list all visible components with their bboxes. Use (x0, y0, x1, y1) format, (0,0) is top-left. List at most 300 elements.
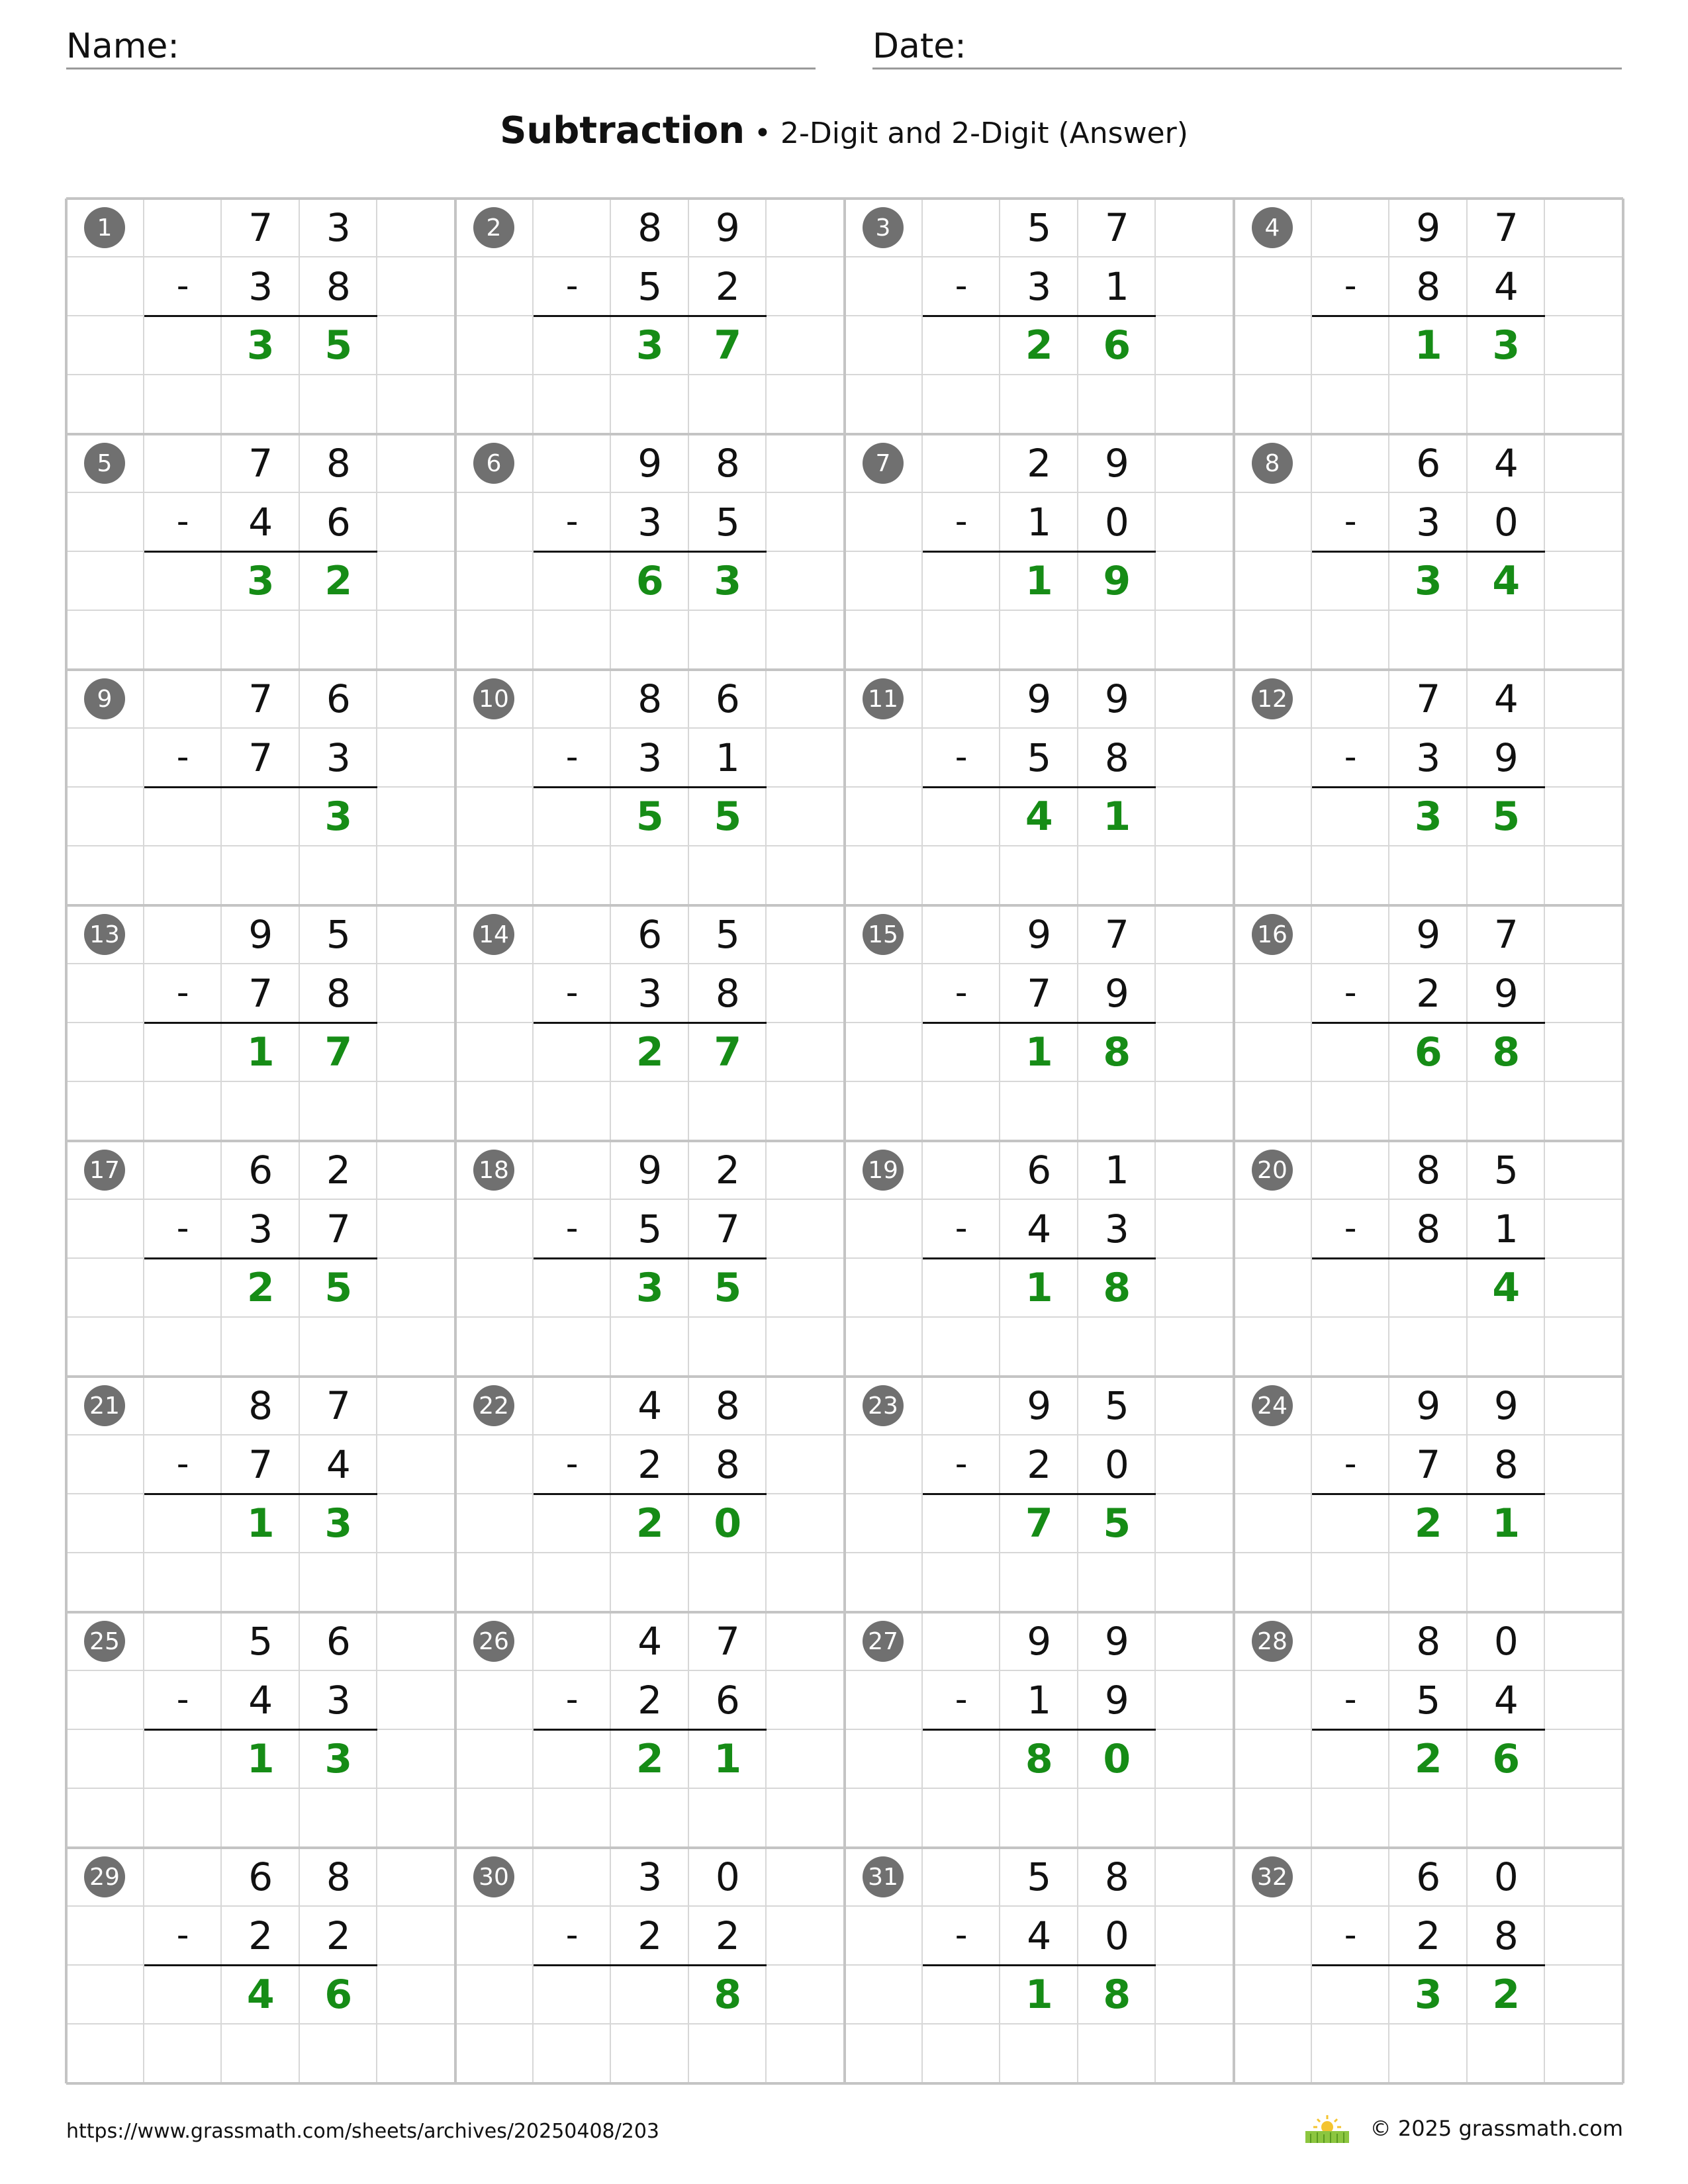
grid-cell (1000, 1082, 1078, 1141)
problem-2 (455, 199, 845, 434)
grid-cell (767, 729, 845, 788)
minuend-digit: 8 (1416, 1619, 1441, 1664)
grid-cell (1312, 670, 1390, 729)
grid-cell (767, 788, 845, 846)
problem-number-badge: 9 (84, 678, 125, 719)
minuend-digit: 7 (1416, 676, 1441, 721)
grid-cell (377, 1082, 455, 1141)
grid-cell (377, 905, 455, 964)
minuend-digit: 6 (248, 1854, 273, 1899)
subtrahend-digit: 8 (715, 1442, 740, 1487)
minuend-digit: 1 (1104, 1148, 1129, 1193)
grid-cell (689, 1789, 767, 1848)
minus-sign: - (955, 1915, 968, 1955)
grid-cell (767, 1907, 845, 1966)
subtrahend-digit: 9 (1104, 1678, 1129, 1723)
grid-cell (923, 1789, 1001, 1848)
grid-cell (1312, 1730, 1390, 1789)
grid-cell (534, 316, 612, 375)
answer-digit: 3 (1492, 322, 1521, 369)
problem-number-badge: 2 (473, 207, 514, 248)
grid-cell (923, 552, 1001, 611)
grid-cell (66, 1082, 144, 1141)
grid-cell (845, 1907, 923, 1966)
grid-cell (1389, 1318, 1468, 1377)
problem-number-badge: 26 (473, 1621, 514, 1662)
subtrahend-digit: 2 (248, 1913, 273, 1958)
minuend-digit: 7 (248, 441, 273, 486)
problem-5 (66, 434, 455, 670)
problem-number-badge: 10 (473, 678, 514, 719)
grid-cell (1156, 729, 1234, 788)
grid-cell (845, 964, 923, 1023)
minuend-digit: 9 (1104, 441, 1129, 486)
answer-digit: 5 (635, 794, 664, 840)
grid-cell (300, 375, 378, 434)
grid-cell (923, 670, 1001, 729)
grid-cell (300, 1789, 378, 1848)
minuend-digit: 7 (248, 205, 273, 250)
grid-cell (534, 1318, 612, 1377)
grid-cell (300, 2025, 378, 2083)
grid-cell (534, 1377, 612, 1435)
grid-cell (689, 846, 767, 905)
problem-10 (455, 670, 845, 905)
grid-cell (767, 2025, 845, 2083)
grid-cell (1234, 611, 1312, 670)
minuend-digit: 7 (1104, 205, 1129, 250)
grid-cell (1156, 1141, 1234, 1200)
minuend-digit: 7 (1104, 912, 1129, 957)
grid-cell (1312, 552, 1390, 611)
problem-11 (845, 670, 1234, 905)
grid-cell (377, 1200, 455, 1259)
grid-cell (534, 552, 612, 611)
minuend-digit: 4 (1493, 441, 1519, 486)
answer-digit: 5 (714, 1265, 742, 1311)
minus-sign: - (176, 502, 189, 541)
subtrahend-digit: 3 (326, 735, 351, 780)
problem-number-badge: 13 (84, 914, 125, 955)
subtrahend-digit: 3 (637, 500, 663, 545)
minuend-digit: 6 (637, 912, 663, 957)
minuend-digit: 8 (326, 441, 351, 486)
grid-cell (1000, 1318, 1078, 1377)
problem-6 (455, 434, 845, 670)
minus-sign: - (955, 1680, 968, 1719)
problem-21 (66, 1377, 455, 1612)
grid-cell (1545, 2025, 1623, 2083)
grid-cell (377, 1494, 455, 1553)
subtrahend-digit: 4 (1493, 264, 1519, 309)
grid-cell (767, 1966, 845, 2025)
minuend-digit: 6 (715, 676, 740, 721)
grid-cell (1389, 1789, 1468, 1848)
grid-cell (1545, 905, 1623, 964)
grid-cell (923, 1612, 1001, 1671)
subtrahend-digit: 7 (326, 1206, 351, 1251)
problem-number-badge: 14 (473, 914, 514, 955)
grid-cell (534, 1848, 612, 1907)
grid-cell (300, 1082, 378, 1141)
grid-cell (377, 1141, 455, 1200)
grid-cell (534, 2025, 612, 2083)
minus-sign: - (1344, 502, 1357, 541)
grid-cell (1545, 1435, 1623, 1494)
grid-cell (1234, 788, 1312, 846)
grid-cell (1545, 964, 1623, 1023)
grid-cell (144, 1141, 222, 1200)
grid-cell (1468, 1789, 1546, 1848)
subtrahend-digit: 4 (248, 1678, 273, 1723)
problem-1 (66, 199, 455, 434)
problem-number-badge: 25 (84, 1621, 125, 1662)
grid-cell (1078, 1789, 1156, 1848)
date-field[interactable] (872, 20, 1622, 69)
subtrahend-digit: 3 (248, 264, 273, 309)
problem-number-badge: 6 (473, 443, 514, 484)
subtrahend-digit: 3 (1027, 264, 1052, 309)
grid-cell (1312, 1789, 1390, 1848)
minus-sign: - (565, 1915, 579, 1955)
grid-cell (1156, 375, 1234, 434)
grid-cell (1389, 2025, 1468, 2083)
minuend-digit: 8 (637, 676, 663, 721)
grid-cell (1468, 1082, 1546, 1141)
minus-sign: - (955, 973, 968, 1013)
grid-cell (455, 493, 534, 552)
grid-cell (1545, 1377, 1623, 1435)
grid-cell (689, 1082, 767, 1141)
problem-number-badge: 21 (84, 1385, 125, 1426)
grid-cell (377, 316, 455, 375)
grid-cell (1156, 670, 1234, 729)
answer-digit: 3 (1414, 1972, 1442, 2018)
minuend-digit: 6 (1416, 1854, 1441, 1899)
grid-cell (1156, 1671, 1234, 1730)
minuend-digit: 0 (1493, 1854, 1519, 1899)
grid-cell (1545, 729, 1623, 788)
grid-cell (845, 1082, 923, 1141)
grid-cell (923, 905, 1001, 964)
grid-cell (1545, 1730, 1623, 1789)
problem-number-badge: 17 (84, 1150, 125, 1191)
grid-cell (1545, 1612, 1623, 1671)
grid-cell (845, 611, 923, 670)
grid-cell (611, 2025, 689, 2083)
minuend-digit: 7 (715, 1619, 740, 1664)
grid-cell (923, 1259, 1001, 1318)
grid-cell (66, 1494, 144, 1553)
problem-29 (66, 1848, 455, 2083)
subtrahend-digit: 7 (1027, 971, 1052, 1016)
grid-cell (222, 375, 300, 434)
answer-digit: 3 (324, 794, 353, 840)
grid-cell (1156, 1730, 1234, 1789)
grid-cell (845, 1966, 923, 2025)
grid-cell (1156, 905, 1234, 964)
grid-cell (1312, 611, 1390, 670)
grid-cell (1545, 1789, 1623, 1848)
footer-brand (1304, 2115, 1623, 2142)
grid-cell (1234, 1907, 1312, 1966)
grid-cell (144, 1494, 222, 1553)
grid-cell (611, 375, 689, 434)
grid-cell (689, 1318, 767, 1377)
problem-25 (66, 1612, 455, 1848)
grid-cell (767, 1730, 845, 1789)
grid-cell (534, 434, 612, 493)
grid-cell (1156, 493, 1234, 552)
grid-cell (377, 1318, 455, 1377)
grid-cell (144, 1612, 222, 1671)
grid-cell (66, 964, 144, 1023)
grid-cell (1078, 375, 1156, 434)
grid-cell (767, 1141, 845, 1200)
grid-cell (1234, 257, 1312, 316)
grid-cell (66, 2025, 144, 2083)
grid-cell (534, 375, 612, 434)
answer-digit: 2 (635, 1500, 664, 1547)
grid-cell (1156, 1377, 1234, 1435)
grid-cell (611, 846, 689, 905)
subtrahend-digit: 3 (1416, 500, 1441, 545)
grid-cell (1156, 1553, 1234, 1612)
grid-cell (455, 552, 534, 611)
grid-cell (923, 1553, 1001, 1612)
grid-cell (1468, 375, 1546, 434)
grid-cell (377, 729, 455, 788)
subtrahend-digit: 5 (637, 264, 663, 309)
grid-cell (1312, 1612, 1390, 1671)
minuend-digit: 2 (326, 1148, 351, 1193)
answer-digit: 1 (1414, 322, 1442, 369)
minus-sign: - (565, 1208, 579, 1248)
problem-number-badge: 7 (863, 443, 904, 484)
grid-cell (611, 1789, 689, 1848)
subtrahend-digit: 4 (248, 500, 273, 545)
grid-cell (923, 1023, 1001, 1082)
grid-cell (767, 846, 845, 905)
grid-cell (66, 846, 144, 905)
answer-digit: 5 (324, 322, 353, 369)
answer-digit: 6 (1492, 1736, 1521, 1782)
grid-cell (455, 846, 534, 905)
grid-cell (377, 257, 455, 316)
grid-cell (1545, 434, 1623, 493)
grid-cell (923, 316, 1001, 375)
grid-cell (534, 846, 612, 905)
grid-cell (1234, 1671, 1312, 1730)
minus-sign: - (176, 1680, 189, 1719)
problem-number-badge: 8 (1252, 443, 1293, 484)
grid-cell (144, 611, 222, 670)
grid-cell (845, 1553, 923, 1612)
problem-number-badge: 1 (84, 207, 125, 248)
grid-cell (66, 257, 144, 316)
subtrahend-digit: 3 (326, 1678, 351, 1723)
grid-cell (222, 846, 300, 905)
answer-digit: 4 (1492, 558, 1521, 604)
footer-url: https://www.grassmath.com/sheets/archives/20250408/203 (66, 2120, 660, 2143)
grid-cell (222, 2025, 300, 2083)
grid-cell (845, 846, 923, 905)
grid-cell (1234, 1200, 1312, 1259)
grid-cell (845, 493, 923, 552)
minus-sign: - (955, 737, 968, 777)
grid-cell (66, 1318, 144, 1377)
problem-number-badge: 3 (863, 207, 904, 248)
grid-cell (222, 1789, 300, 1848)
grid-cell (144, 1730, 222, 1789)
grid-cell (845, 1494, 923, 1553)
grid-cell (66, 1730, 144, 1789)
grid-cell (455, 1435, 534, 1494)
grid-cell (1156, 434, 1234, 493)
grid-cell (222, 1553, 300, 1612)
grid-cell (1234, 552, 1312, 611)
grid-cell (1545, 846, 1623, 905)
minus-sign: - (176, 973, 189, 1013)
grid-cell (144, 552, 222, 611)
grid-cell (144, 1789, 222, 1848)
minus-sign: - (565, 737, 579, 777)
problem-31 (845, 1848, 1234, 2083)
grid-cell (1312, 434, 1390, 493)
grid-cell (1000, 846, 1078, 905)
subtrahend-digit: 1 (1104, 264, 1129, 309)
grid-cell (1078, 611, 1156, 670)
grid-cell (455, 1318, 534, 1377)
grid-cell (845, 1200, 923, 1259)
problem-3 (845, 199, 1234, 434)
answer-digit: 6 (1414, 1029, 1442, 1075)
minuend-digit: 4 (1493, 676, 1519, 721)
grid-cell (377, 1259, 455, 1318)
subtrahend-digit: 5 (1416, 1678, 1441, 1723)
grid-cell (689, 2025, 767, 2083)
answer-digit: 3 (1414, 558, 1442, 604)
grid-cell (1468, 1553, 1546, 1612)
grid-cell (66, 729, 144, 788)
date-label: Date: (872, 26, 966, 66)
problem-number-badge: 29 (84, 1856, 125, 1897)
grid-cell (1234, 1318, 1312, 1377)
minuend-digit: 5 (248, 1619, 273, 1664)
grid-cell (1156, 1907, 1234, 1966)
answer-digit: 1 (1103, 794, 1131, 840)
grid-cell (767, 434, 845, 493)
minus-sign: - (176, 1208, 189, 1248)
minuend-digit: 3 (637, 1854, 663, 1899)
grid-cell (923, 611, 1001, 670)
answer-digit: 7 (324, 1029, 353, 1075)
title-main: Subtraction (500, 109, 745, 152)
problem-16 (1234, 905, 1623, 1141)
grid-cell (1078, 1082, 1156, 1141)
problem-number-badge: 15 (863, 914, 904, 955)
subtrahend-digit: 6 (715, 1678, 740, 1723)
grid-cell (144, 375, 222, 434)
grid-cell (144, 1553, 222, 1612)
subtrahend-digit: 7 (248, 735, 273, 780)
grid-cell (66, 1023, 144, 1082)
grid-cell (1156, 1435, 1234, 1494)
problem-24 (1234, 1377, 1623, 1612)
grid-cell (455, 1730, 534, 1789)
grid-cell (923, 1494, 1001, 1553)
subtrahend-digit: 5 (1027, 735, 1052, 780)
minuend-digit: 9 (1027, 676, 1052, 721)
grid-cell (534, 1553, 612, 1612)
grid-cell (455, 1966, 534, 2025)
grid-cell (1312, 846, 1390, 905)
minus-sign: - (565, 1680, 579, 1719)
answer-digit: 2 (246, 1265, 275, 1311)
answer-digit: 1 (1025, 1265, 1053, 1311)
minuend-digit: 6 (1416, 441, 1441, 486)
grid-cell (534, 199, 612, 257)
grid-cell (845, 1023, 923, 1082)
grid-cell (767, 199, 845, 257)
grid-cell (923, 1848, 1001, 1907)
grid-cell (767, 316, 845, 375)
minus-sign: - (955, 1444, 968, 1484)
grid-cell (1156, 964, 1234, 1023)
minus-sign: - (565, 973, 579, 1013)
grid-cell (300, 611, 378, 670)
minuend-digit: 6 (1027, 1148, 1052, 1193)
grid-cell (845, 729, 923, 788)
answer-digit: 8 (1103, 1265, 1131, 1311)
grid-cell (377, 552, 455, 611)
grid-cell (66, 1435, 144, 1494)
grid-cell (1156, 552, 1234, 611)
answer-digit: 3 (635, 1265, 664, 1311)
grid-cell (144, 670, 222, 729)
grid-cell (845, 1318, 923, 1377)
subtrahend-digit: 6 (326, 500, 351, 545)
problem-number-badge: 22 (473, 1385, 514, 1426)
minuend-digit: 5 (1104, 1383, 1129, 1428)
grid-cell (1389, 846, 1468, 905)
grid-cell (767, 1435, 845, 1494)
grid-cell (377, 375, 455, 434)
minus-sign: - (1344, 1444, 1357, 1484)
problem-number-badge: 18 (473, 1150, 514, 1191)
grid-cell (144, 2025, 222, 2083)
grid-cell (144, 199, 222, 257)
grid-cell (923, 434, 1001, 493)
grid-cell (767, 1553, 845, 1612)
problem-number-badge: 20 (1252, 1150, 1293, 1191)
answer-digit: 4 (1025, 794, 1053, 840)
problem-22 (455, 1377, 845, 1612)
minuend-digit: 7 (1493, 912, 1519, 957)
grid-cell (1234, 964, 1312, 1023)
subtrahend-digit: 3 (1416, 735, 1441, 780)
grid-cell (1156, 1200, 1234, 1259)
grid-cell (377, 1435, 455, 1494)
problem-number-badge: 12 (1252, 678, 1293, 719)
name-field[interactable] (66, 20, 816, 69)
grid-cell (66, 611, 144, 670)
grid-cell (845, 788, 923, 846)
grid-cell (923, 846, 1001, 905)
grid-cell (1545, 493, 1623, 552)
grid-cell (534, 1789, 612, 1848)
grid-cell (377, 434, 455, 493)
